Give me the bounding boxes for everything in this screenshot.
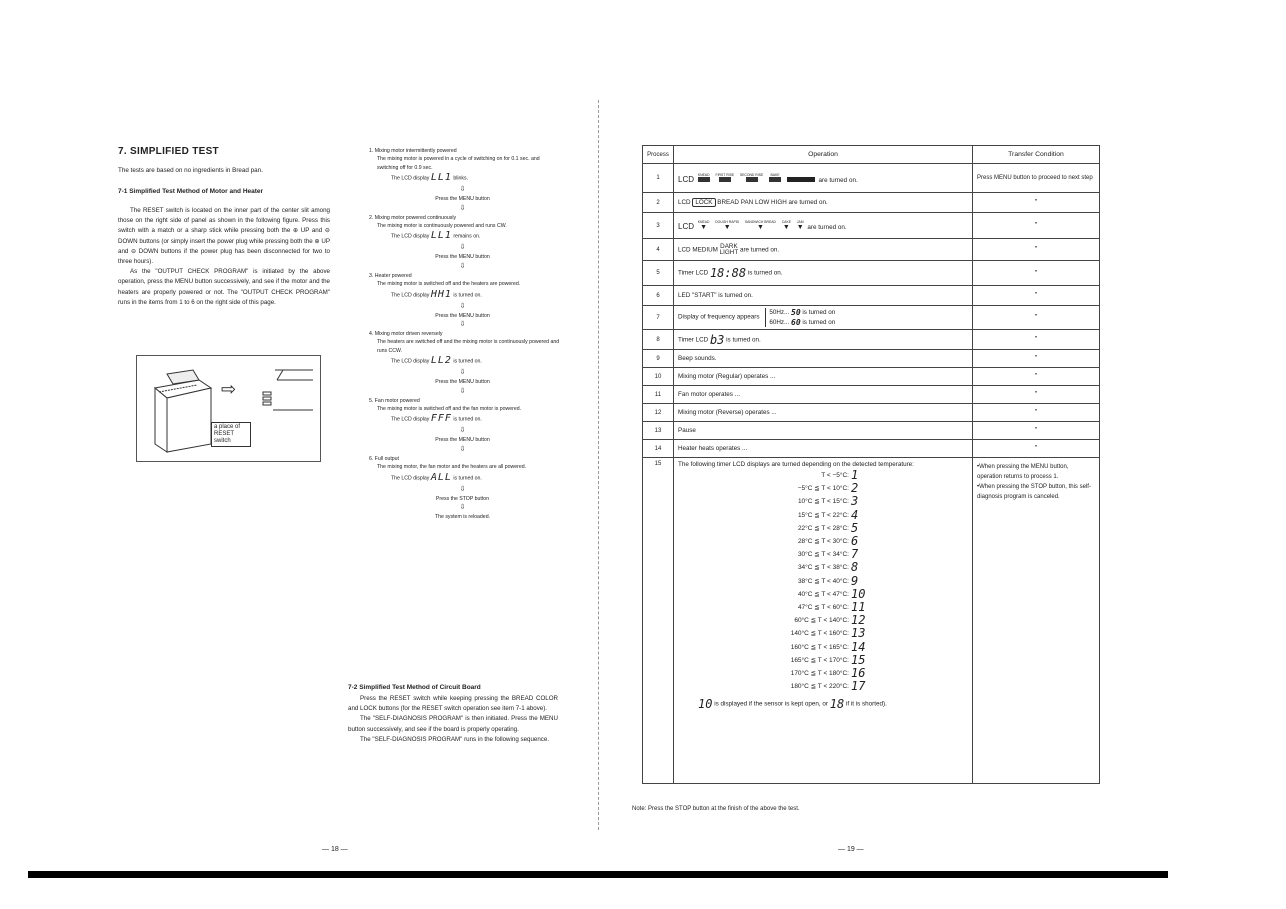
subsection-7-2-body <box>348 694 558 745</box>
flow-step <box>365 455 560 513</box>
flow-end: The system is reloaded. <box>434 514 491 521</box>
flow-step <box>365 147 560 214</box>
temperature-row: 10°C ≦ T < 15°C: 3 <box>738 495 873 508</box>
table-header-row <box>643 146 1100 164</box>
page-spine-divider <box>598 100 601 830</box>
reset-switch-label: a place of RESET switch <box>211 422 251 447</box>
self-diagnosis-table <box>642 145 1100 784</box>
lcd-display-line: The LCD display ALL is turned on. <box>391 471 482 483</box>
lcd-glyph: ALL <box>430 471 452 483</box>
first-rise-segment-icon: FIRST RISE <box>716 173 735 184</box>
table-row <box>643 193 1100 213</box>
transfer-cell: ” <box>973 193 1100 213</box>
process-number: 9 <box>643 350 674 368</box>
operation-cell: Beep sounds. <box>674 350 973 368</box>
arrow-down-icon: ⇩ <box>459 504 466 512</box>
operation-cell: Fan motor operates ... <box>674 386 973 404</box>
temperature-intro: The following timer LCD displays are turned depending on the detected temperature: <box>678 461 914 468</box>
temperature-row: 40°C ≦ T < 47°C: 10 <box>738 588 873 601</box>
paragraph: The "SELF-DIAGNOSIS PROGRAM" runs in the following sequence. <box>360 735 550 743</box>
operation-cell: Mixing motor (Reverse) operates ... <box>674 404 973 422</box>
arrow-down-icon: ⇩ <box>459 369 466 377</box>
knead-mark-icon: KNEAD ▼ <box>697 220 710 231</box>
temperature-row: 38°C ≦ T < 40°C: 9 <box>738 575 873 588</box>
seven-segment-display: 7 <box>851 547 859 562</box>
arrow-down-icon: ⇩ <box>459 387 466 395</box>
step-description: The mixing motor, the fan motor and the heaters are all powered. <box>377 464 527 471</box>
transfer-cell: Press MENU button to proceed to next step <box>973 164 1100 193</box>
table-row <box>643 261 1100 286</box>
arrow-right-icon: ⇨ <box>221 379 237 399</box>
temperature-row: T < −5°C: 1 <box>738 469 873 482</box>
progress-bar-segment-icon <box>787 173 815 184</box>
header-process: Process <box>643 146 674 164</box>
operation-cell: LCD LOCK BREAD PAN LOW HIGH are turned on. <box>674 193 973 213</box>
operation-cell: Display of frequency appears 50Hz... 50 is turned on 60Hz... 60 is turned on <box>674 306 973 330</box>
transfer-cell: ” <box>973 213 1100 239</box>
seven-segment-display: 17 <box>851 679 866 694</box>
temperature-row: 60°C ≦ T < 140°C: 12 <box>738 614 873 627</box>
press-instruction: Press the MENU button <box>435 437 490 444</box>
process-number: 13 <box>643 422 674 440</box>
sensor-note: 10 is displayed if the sensor is kept open, or 18 if it is shorted). <box>698 697 887 712</box>
operation-text: are turned on. <box>818 176 858 184</box>
transfer-cell: ” <box>973 261 1100 286</box>
step-description: The mixing motor is switched off and the heaters are powered. <box>377 281 521 288</box>
process-number: 7 <box>643 306 674 330</box>
lcd-display-line: The LCD display LL1 blinks. <box>391 172 469 184</box>
transfer-cell: ” <box>973 350 1100 368</box>
process-number: 6 <box>643 286 674 306</box>
process-number: 5 <box>643 261 674 286</box>
press-instruction: Press the STOP button <box>435 495 490 502</box>
seven-segment-display: 9 <box>851 573 859 588</box>
seven-segment-display: 4 <box>851 507 859 522</box>
lcd-glyph: HH1 <box>430 288 452 300</box>
lcd-label: LCD <box>678 174 695 184</box>
process-number: 14 <box>643 440 674 458</box>
operation-cell: Pause <box>674 422 973 440</box>
temperature-row: 160°C ≦ T < 165°C: 14 <box>738 641 873 654</box>
header-operation: Operation <box>674 146 973 164</box>
arrow-down-icon: ⇩ <box>459 204 466 212</box>
menu-transfer-note: •When pressing the MENU button, operation returns to process 1. <box>977 464 1069 480</box>
operation-cell: Timer LCD 18:88 is turned on. <box>674 261 973 286</box>
reset-switch-figure <box>136 355 321 462</box>
lcd-display-line: The LCD display LL2 is turned on. <box>391 355 482 367</box>
intro-text: The tests are based on no ingredients in Bread pan. <box>118 167 263 174</box>
bread-maker-illustration <box>147 366 217 454</box>
step-title: 4. Mixing motor driven reversely <box>369 331 443 338</box>
seven-segment-display: 6 <box>851 534 859 549</box>
cake-mark-icon: CAKE ▼ <box>781 220 791 231</box>
output-check-flow <box>365 147 560 521</box>
seven-segment-display: 5 <box>851 520 859 535</box>
footnote: Note: Press the STOP button at the finish of the above the test. <box>632 806 800 812</box>
temperature-row: 15°C ≦ T < 22°C: 4 <box>738 509 873 522</box>
table-row <box>643 440 1100 458</box>
lcd-glyph: LL2 <box>430 355 452 367</box>
lcd-display-line: The LCD display HH1 is turned on. <box>391 288 482 300</box>
temperature-row: 180°C ≦ T < 220°C: 17 <box>738 680 873 693</box>
table-row <box>643 239 1100 261</box>
seven-segment-display: 12 <box>851 613 866 628</box>
table-row <box>643 286 1100 306</box>
paragraph: As the "OUTPUT CHECK PROGRAM" is initiated by the above operation, press the MENU button successively, and see if the motor and the heaters are properly powered or not. The "OUTPUT CHECK PROGRAM" runs in the items from 1 to 6 on the right side of this page. <box>118 268 330 306</box>
table-row <box>643 458 1100 784</box>
temperature-row: 165°C ≦ T < 170°C: 15 <box>738 654 873 667</box>
operation-cell: Heater heats operates ... <box>674 440 973 458</box>
flow-step <box>365 330 560 397</box>
flow-step <box>365 272 560 330</box>
seven-segment-display: 16 <box>851 666 866 681</box>
step-title: 6. Full output <box>369 455 399 462</box>
subsection-7-1-title: 7-1 Simplified Test Method of Motor and Heater <box>118 188 264 195</box>
process-number: 3 <box>643 213 674 239</box>
step-description: The heaters are switched off and the mixing motor is continuously powered and runs CCW. <box>377 339 560 354</box>
transfer-cell: ” <box>973 440 1100 458</box>
arrow-down-icon: ⇩ <box>459 186 466 194</box>
lcd-display-line: The LCD display LL1 remains on. <box>391 230 481 242</box>
table-row <box>643 164 1100 193</box>
stop-transfer-note: •When pressing the STOP button, this self-diagnosis program is canceled. <box>977 484 1091 500</box>
process-number: 8 <box>643 330 674 350</box>
flow-step <box>365 214 560 272</box>
header-transfer-condition: Transfer Condition <box>973 146 1100 164</box>
lock-indicator-icon: LOCK <box>692 198 715 207</box>
lcd-segment-icons <box>696 172 819 184</box>
table-row <box>643 213 1100 239</box>
process-number: 1 <box>643 164 674 193</box>
seven-segment-display: 13 <box>851 626 866 641</box>
arrow-down-icon: ⇩ <box>459 445 466 453</box>
panel-closeup-illustration <box>255 366 315 426</box>
temperature-row: −5°C ≦ T < 10°C: 2 <box>738 482 873 495</box>
step-description: The mixing motor is switched off and the fan motor is powered. <box>377 406 522 413</box>
transfer-cell: ” <box>973 286 1100 306</box>
arrow-down-icon: ⇩ <box>459 262 466 270</box>
table-row <box>643 330 1100 350</box>
table-row <box>643 306 1100 330</box>
temperature-row: 140°C ≦ T < 160°C: 13 <box>738 627 873 640</box>
seven-segment-display: 14 <box>851 639 866 654</box>
table-row <box>643 368 1100 386</box>
step-title: 3. Heater powered <box>369 272 412 279</box>
subsection-7-1-body <box>118 206 330 308</box>
seven-segment-display: 8 <box>851 560 859 575</box>
second-rise-segment-icon: SECOND RISE <box>740 173 763 184</box>
process-number: 11 <box>643 386 674 404</box>
step-description: The mixing motor is continuously powered and runs CW. <box>377 223 507 230</box>
step-description: The mixing motor is powered in a cycle of switching on for 0.1 sec. and switching off for 0.9 sec. <box>377 156 540 171</box>
knead-segment-icon: KNEAD <box>698 173 710 184</box>
page-number-left: — 18 — <box>322 846 348 853</box>
lcd-glyph: FFF <box>430 413 452 425</box>
dough-rapid-mark-icon: DOUGH RAPID ▼ <box>715 220 740 231</box>
seven-segment-display: 11 <box>851 600 866 615</box>
arrow-down-icon: ⇩ <box>459 485 466 493</box>
lcd-display-line: The LCD display FFF is turned on. <box>391 413 482 425</box>
paragraph: Press the RESET switch while keeping pressing the BREAD COLOR and LOCK buttons (for the RESET switch operation see item 7-1 above). <box>348 695 558 713</box>
press-instruction: Press the MENU button <box>435 312 490 319</box>
temperature-row: 30°C ≦ T < 34°C: 7 <box>738 548 873 561</box>
temperature-row: 28°C ≦ T < 30°C: 6 <box>738 535 873 548</box>
transfer-cell: ” <box>973 422 1100 440</box>
operation-cell: Mixing motor (Regular) operates ... <box>674 368 973 386</box>
step-title: 5. Fan motor powered <box>369 397 420 404</box>
step-title: 1. Mixing motor intermittently powered <box>369 148 457 154</box>
flow-step <box>365 397 560 455</box>
press-instruction: Press the MENU button <box>435 379 490 386</box>
temperature-row: 170°C ≦ T < 180°C: 16 <box>738 667 873 680</box>
jam-mark-icon: JAM ▼ <box>796 220 804 231</box>
process-number: 10 <box>643 368 674 386</box>
press-instruction: Press the MENU button <box>435 196 490 203</box>
transfer-cell: ” <box>973 306 1100 330</box>
operation-cell: LED "START" is turned on. <box>674 286 973 306</box>
lcd-glyph: LL1 <box>430 172 452 184</box>
table-row <box>643 404 1100 422</box>
transfer-cell: ” <box>973 404 1100 422</box>
arrow-down-icon: ⇩ <box>459 302 466 310</box>
seven-segment-display: 1 <box>851 468 859 482</box>
step-title: 2. Mixing motor powered continuously <box>369 214 457 221</box>
transfer-cell <box>973 458 1100 784</box>
table-row <box>643 350 1100 368</box>
operation-cell: LCD MEDIUM DARK LIGHT are turned on. <box>674 239 973 261</box>
operation-cell: Timer LCD b3 is turned on. <box>674 330 973 350</box>
transfer-cell: ” <box>973 368 1100 386</box>
page-number-right: — 19 — <box>838 846 864 853</box>
transfer-cell: ” <box>973 386 1100 404</box>
temperature-list <box>738 469 968 693</box>
table-row <box>643 386 1100 404</box>
lcd-glyph: LL1 <box>430 230 452 242</box>
subsection-7-2-title: 7-2 Simplified Test Method of Circuit Board <box>348 684 481 691</box>
sandwich-bread-mark-icon: SANDWICH BREAD ▼ <box>744 220 776 231</box>
process-number: 4 <box>643 239 674 261</box>
operation-cell <box>674 164 973 193</box>
seven-segment-display: 3 <box>851 494 859 509</box>
press-instruction: Press the MENU button <box>435 254 490 261</box>
seven-segment-display: 15 <box>851 652 866 667</box>
paragraph: The RESET switch is located on the inner part of the center slit among those on the right side of panel as shown in the following figure. Press this switch with a match or a sharp stick while pressing both the ⊕ UP and ⊖ DOWN buttons (or simply insert the power plug while pressing both the ⊕ UP and ⊖ DOWN buttons if the power plug has been disconnected for two to three hours). <box>118 207 330 266</box>
arrow-down-icon: ⇩ <box>459 427 466 435</box>
seven-segment-display: 10 <box>851 586 866 601</box>
process-number: 2 <box>643 193 674 213</box>
arrow-down-icon: ⇩ <box>459 321 466 329</box>
process-number: 12 <box>643 404 674 422</box>
seven-segment-display: b3 <box>709 332 725 347</box>
paragraph: The "SELF-DIAGNOSIS PROGRAM" is then initiated. Press the MENU button successively, and see if the board is properly operating. <box>348 715 558 733</box>
arrow-down-icon: ⇩ <box>459 244 466 252</box>
transfer-cell: ” <box>973 239 1100 261</box>
temperature-row: 22°C ≦ T < 28°C: 5 <box>738 522 873 535</box>
operation-cell <box>674 458 973 784</box>
table-row <box>643 422 1100 440</box>
temperature-row: 47°C ≦ T < 60°C: 11 <box>738 601 873 614</box>
section-title: 7. SIMPLIFIED TEST <box>118 146 219 157</box>
seven-segment-display: 2 <box>851 481 859 496</box>
seven-segment-display: 18:88 <box>709 266 747 280</box>
bake-segment-icon: BAKE <box>769 173 781 184</box>
temperature-row: 34°C ≦ T < 38°C: 8 <box>738 561 873 574</box>
operation-cell: LCD KNEAD ▼ DOUGH RAPID ▼ SANDWICH BREAD ▼ CAKE ▼ JAM ▼ are turned on. <box>674 213 973 239</box>
transfer-cell: ” <box>973 330 1100 350</box>
scan-edge-bar <box>28 871 1168 878</box>
process-number: 15 <box>643 458 674 784</box>
